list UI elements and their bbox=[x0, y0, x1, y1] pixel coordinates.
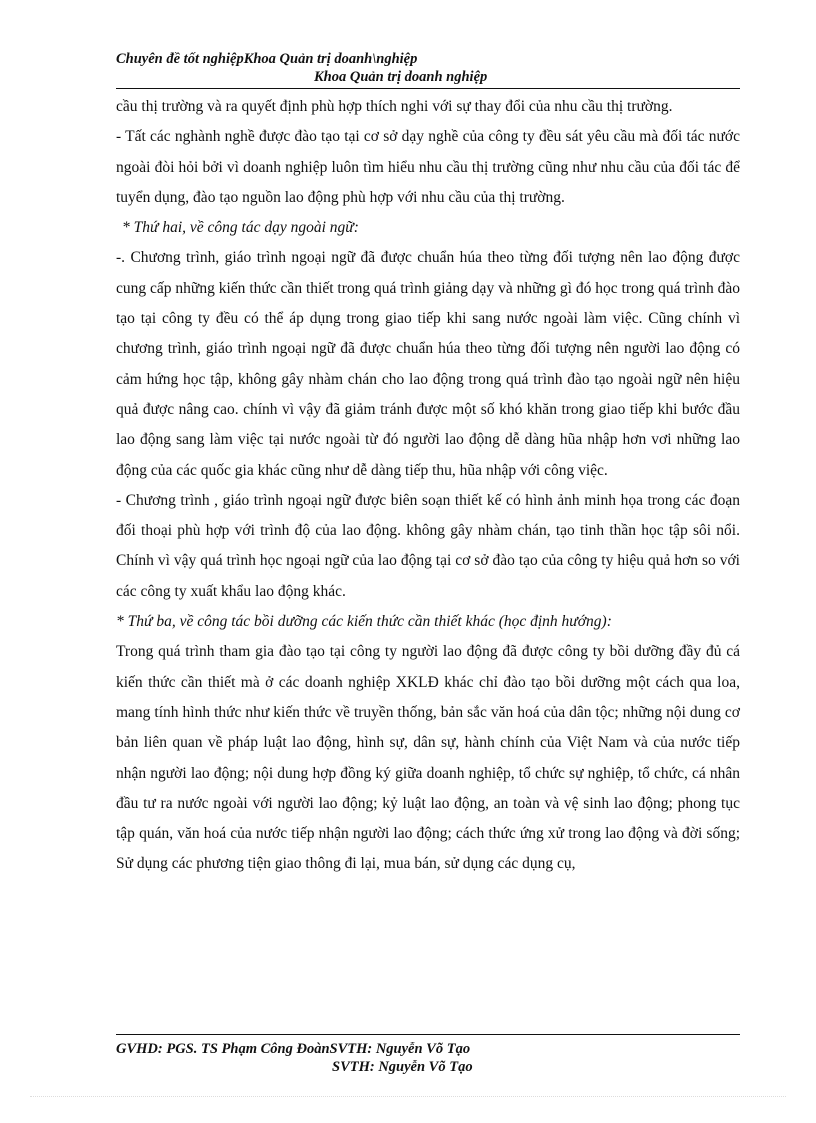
paragraph: Trong quá trình tham gia đào tạo tại công ty người lao động đã được công ty bồi dưỡng đầy đủ cá kiến thức cần thiết mà ở các doanh nghiệp XKLĐ khác chỉ đào tạo bồi dưỡng một cách qua loa, mang tính hình thức như kiến thức về truyền thống, bản sắc văn hoá của dân tộc; những nội dung cơ bản liên quan về pháp luật lao động, hình sự, dân sự, hành chính của Việt Nam và của nước tiếp nhận người lao động; nội dung hợp đồng ký giữa doanh nghiệp, tổ chức sự nghiệp, tổ chức, cá nhân đầu tư ra nước ngoài với người lao động; kỷ luật lao động, an toàn và vệ sinh lao động; phong tục tập quán, văn hoá của nước tiếp nhận người lao động; cách thức ứng xử trong lao động và đời sống; Sử dụng các phương tiện giao thông đi lại, mua bán, sử dụng các dụng cụ, bbox=[116, 643, 740, 873]
header-rule bbox=[116, 88, 740, 89]
section-label: * Thứ ba, về công tác bồi dưỡng các kiến thức cần thiết khác (học định hướng): bbox=[116, 613, 612, 631]
section-label: * Thứ hai, về công tác dạy ngoài ngữ: bbox=[122, 219, 359, 237]
footer-rule bbox=[116, 1034, 740, 1035]
page-footer bbox=[116, 1040, 740, 1076]
paragraph: cầu thị trường và ra quyết định phù hợp thích nghi với sự thay đổi của nhu cầu thị trường. bbox=[116, 98, 673, 115]
paragraph: - Chương trình , giáo trình ngoại ngữ được biên soạn thiết kế có hình ảnh minh họa trong các đoạn đối thoại phù hợp với trình độ của lao động. không gây nhàm chán, tạo tinh thần học tập sôi nổi. Chính vì vậy quá trình học ngoại ngữ của lao động tại cơ sở đào tạo của công ty hiệu quả hơn so với các công ty xuất khẩu lao động khác. bbox=[116, 491, 740, 600]
footer-line-2: SVTH: Nguyễn Võ Tạo bbox=[332, 1059, 473, 1075]
paragraph: - Tất các nghành nghề được đào tạo tại cơ sở dạy nghề của công ty đều sát yêu cầu mà đối tác nước ngoài đòi hỏi bởi vì doanh nghiệp luôn tìm hiểu nhu cầu thị trường cũng như nhu cầu của đối tác để tuyển dụng, đào tạo nguồn lao động phù hợp với nhu cầu của thị trường. bbox=[116, 128, 740, 206]
page-edge bbox=[30, 1096, 786, 1097]
paragraph: -. Chương trình, giáo trình ngoại ngữ đã được chuẩn húa theo từng đối tượng nên lao động được cung cấp những kiến thức cần thiết trong quá trình giảng dạy và những gì đó học trong quá trình đào tạo tại công ty đều có thể áp dụng trong giao tiếp khi sang nước ngoài làm việc. Cũng chính vì chương trình, giáo trình ngoại ngữ đã được chuẩn húa theo từng đối tượng nên người lao động có cảm hứng học tập, không gây nhàm chán cho lao động trong quá trình đào tạo ngoài ngữ nên hiệu quả được nâng cao. chính vì vậy đã giảm tránh được một số khó khăn trong giao tiếp khi bước đầu lao động sang làm việc tại nước ngoài từ đó người lao động dễ dàng hũa nhập hơn vơi những lao động của các quốc gia khác cũng như dễ dàng tiếp thu, hũa nhập với công việc. bbox=[116, 249, 740, 479]
header-line-2: Khoa Quản trị doanh nghiệp bbox=[314, 69, 488, 85]
page-header bbox=[116, 50, 740, 86]
footer-line-1: GVHD: PGS. TS Phạm Công ĐoànSVTH: Nguyễn Võ Tạo bbox=[116, 1041, 471, 1057]
header-line-1: Chuyên đề tốt nghiệpKhoa Quản trị doanh\nghiệp bbox=[116, 51, 418, 67]
body-text bbox=[116, 92, 740, 880]
